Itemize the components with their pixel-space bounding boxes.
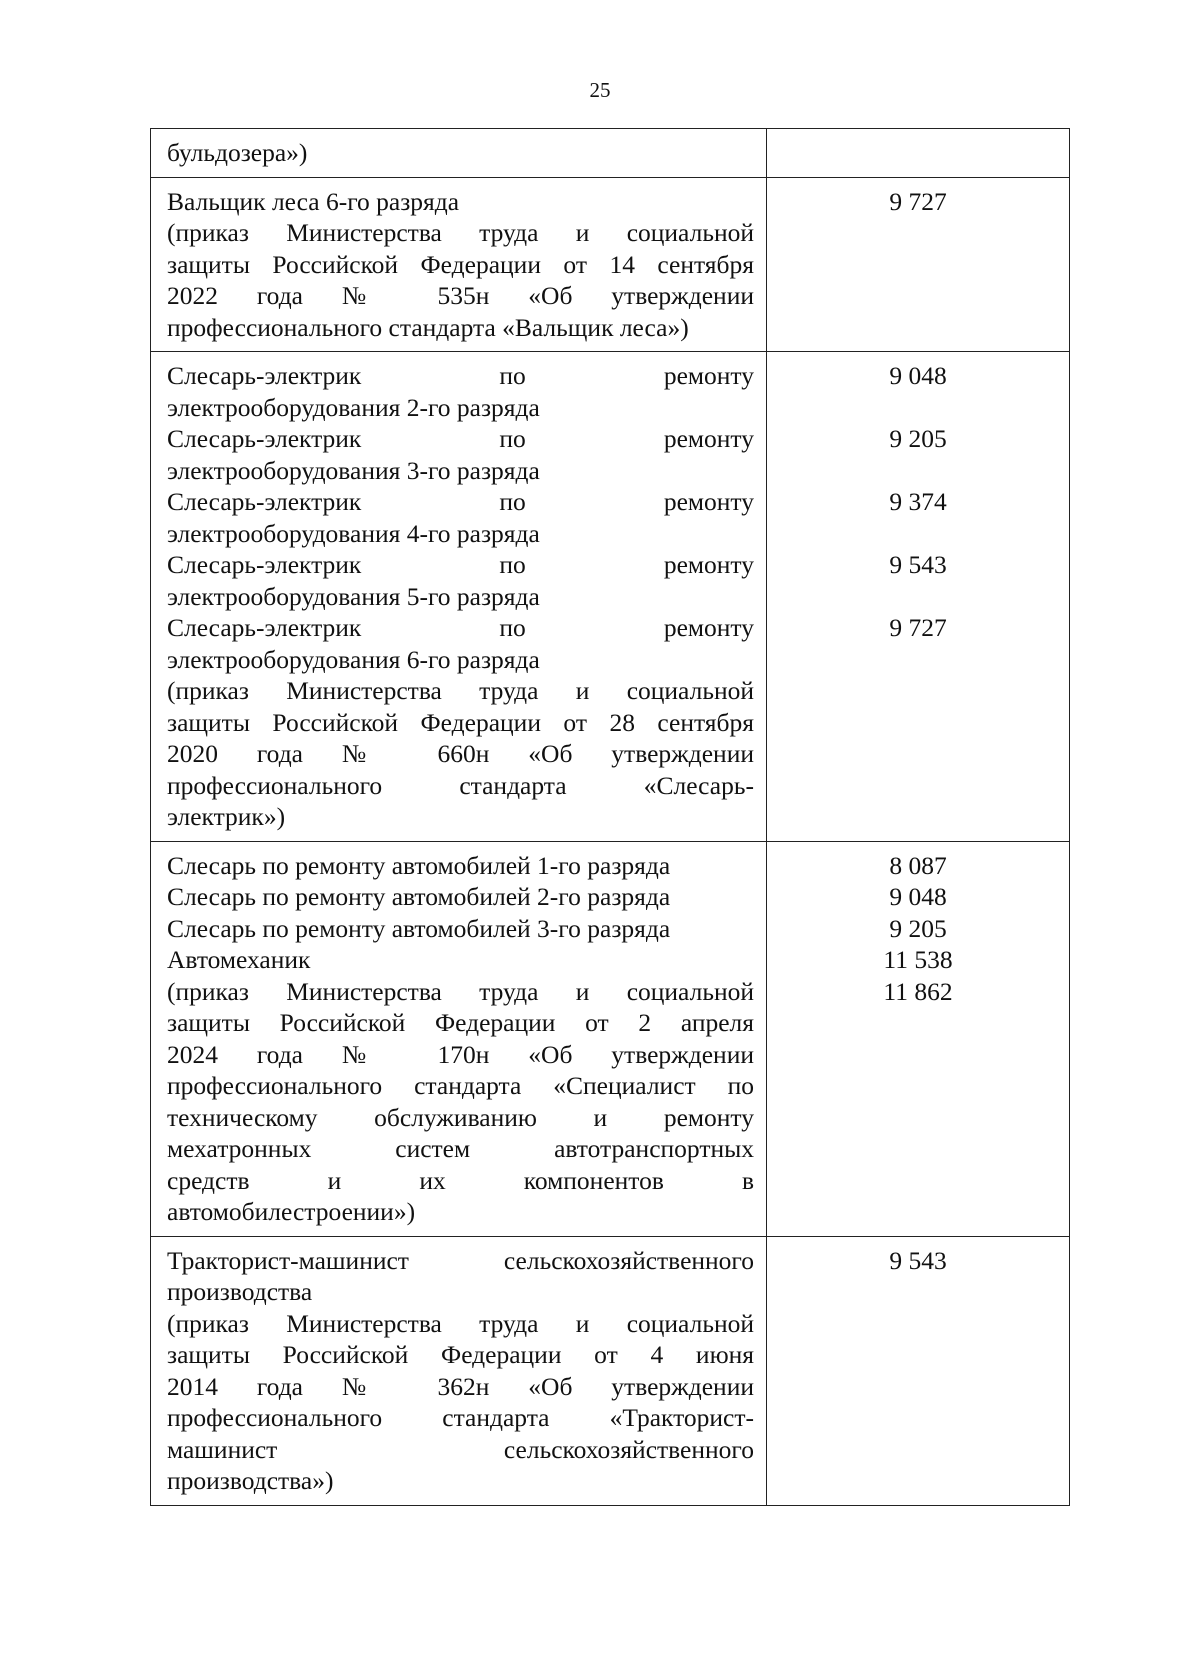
order-line: защиты Российской Федерации от 28 сентября [167, 707, 754, 737]
profession-line: производства [167, 1277, 313, 1306]
profession-line: Слесарь-электрик по ремонту [167, 613, 754, 642]
table-row [151, 841, 1070, 1236]
profession-line: электрооборудования 5-го разряда [167, 581, 540, 611]
page-number: 25 [589, 78, 611, 102]
profession-cell [151, 129, 767, 178]
rate-value: 9 543 [889, 550, 947, 579]
profession-line: бульдозера») [167, 138, 308, 167]
table-row [151, 129, 1070, 178]
order-line: профессионального стандарта «Вальщик леса») [167, 312, 689, 342]
order-line: (приказ Министерства труда и социальной [167, 218, 754, 247]
order-line: техническому обслуживанию и ремонту [167, 1102, 754, 1132]
order-line: 2020 года № 660н «Об утверждении [167, 739, 754, 768]
profession-line: Слесарь по ремонту автомобилей 3-го разряда [167, 913, 671, 943]
profession-line: Вальщик леса 6-го разряда [167, 186, 460, 216]
profession-cell [151, 352, 767, 842]
rate-value: 9 727 [889, 613, 947, 642]
rates-table [150, 128, 1070, 1506]
profession-line: электрооборудования 6-го разряда [167, 644, 540, 674]
value-cell [767, 177, 1070, 352]
rate-value: 9 727 [889, 186, 947, 216]
profession-cell [151, 841, 767, 1236]
order-line: 2024 года № 170н «Об утверждении [167, 1039, 754, 1069]
value-cell [767, 841, 1070, 1236]
profession-line: Слесарь по ремонту автомобилей 1-го разряда [167, 850, 671, 880]
profession-line: Тракторист-машинист сельскохозяйственного [167, 1245, 754, 1275]
profession-line: Слесарь по ремонту автомобилей 2-го разряда [167, 882, 671, 911]
order-line: защиты Российской Федерации от 14 сентября [167, 249, 754, 279]
order-line: средств и их компонентов в [167, 1165, 754, 1195]
value-cell [767, 352, 1070, 842]
order-line: производства») [167, 1466, 334, 1495]
order-line: (приказ Министерства труда и социальной [167, 676, 754, 705]
table-row [151, 177, 1070, 352]
table-row [151, 1236, 1070, 1505]
order-line: профессионального стандарта «Слесарь- [167, 770, 754, 800]
rate-value: 9 543 [889, 1245, 947, 1275]
profession-line: электрооборудования 2-го разряда [167, 392, 540, 422]
order-line: (приказ Министерства труда и социальной [167, 1308, 754, 1338]
profession-line: Слесарь-электрик по ремонту [167, 424, 754, 453]
table-row [151, 352, 1070, 842]
profession-line: Слесарь-электрик по ремонту [167, 361, 754, 390]
profession-line: Автомеханик [167, 945, 311, 974]
order-line: профессионального стандарта «Специалист по [167, 1071, 754, 1100]
order-line: профессионального стандарта «Тракторист- [167, 1403, 754, 1432]
order-line: автомобилестроении») [167, 1197, 416, 1226]
order-line: мехатронных систем автотранспортных [167, 1134, 754, 1163]
profession-cell [151, 1236, 767, 1505]
order-line: 2022 года № 535н «Об утверждении [167, 281, 754, 310]
order-line: электрик») [167, 802, 286, 831]
value-cell [767, 129, 1070, 178]
rate-value: 9 048 [889, 882, 947, 911]
order-line: (приказ Министерства труда и социальной [167, 976, 754, 1006]
rate-value: 9 048 [889, 361, 947, 390]
rate-value: 9 205 [889, 913, 947, 943]
rate-value: 11 538 [883, 945, 953, 974]
order-line: машинист сельскохозяйственного [167, 1434, 754, 1464]
rate-value: 8 087 [889, 850, 947, 880]
profession-line: Слесарь-электрик по ремонту [167, 487, 754, 516]
order-line: 2014 года № 362н «Об утверждении [167, 1371, 754, 1401]
rate-value: 11 862 [883, 976, 953, 1006]
profession-cell [151, 177, 767, 352]
rate-value: 9 205 [889, 424, 947, 453]
order-line: защиты Российской Федерации от 4 июня [167, 1340, 754, 1369]
profession-line: Слесарь-электрик по ремонту [167, 550, 754, 579]
value-cell [767, 1236, 1070, 1505]
order-line: защиты Российской Федерации от 2 апреля [167, 1008, 754, 1037]
profession-line: электрооборудования 3-го разряда [167, 455, 540, 485]
profession-line: электрооборудования 4-го разряда [167, 518, 540, 548]
rate-value: 9 374 [889, 487, 947, 516]
